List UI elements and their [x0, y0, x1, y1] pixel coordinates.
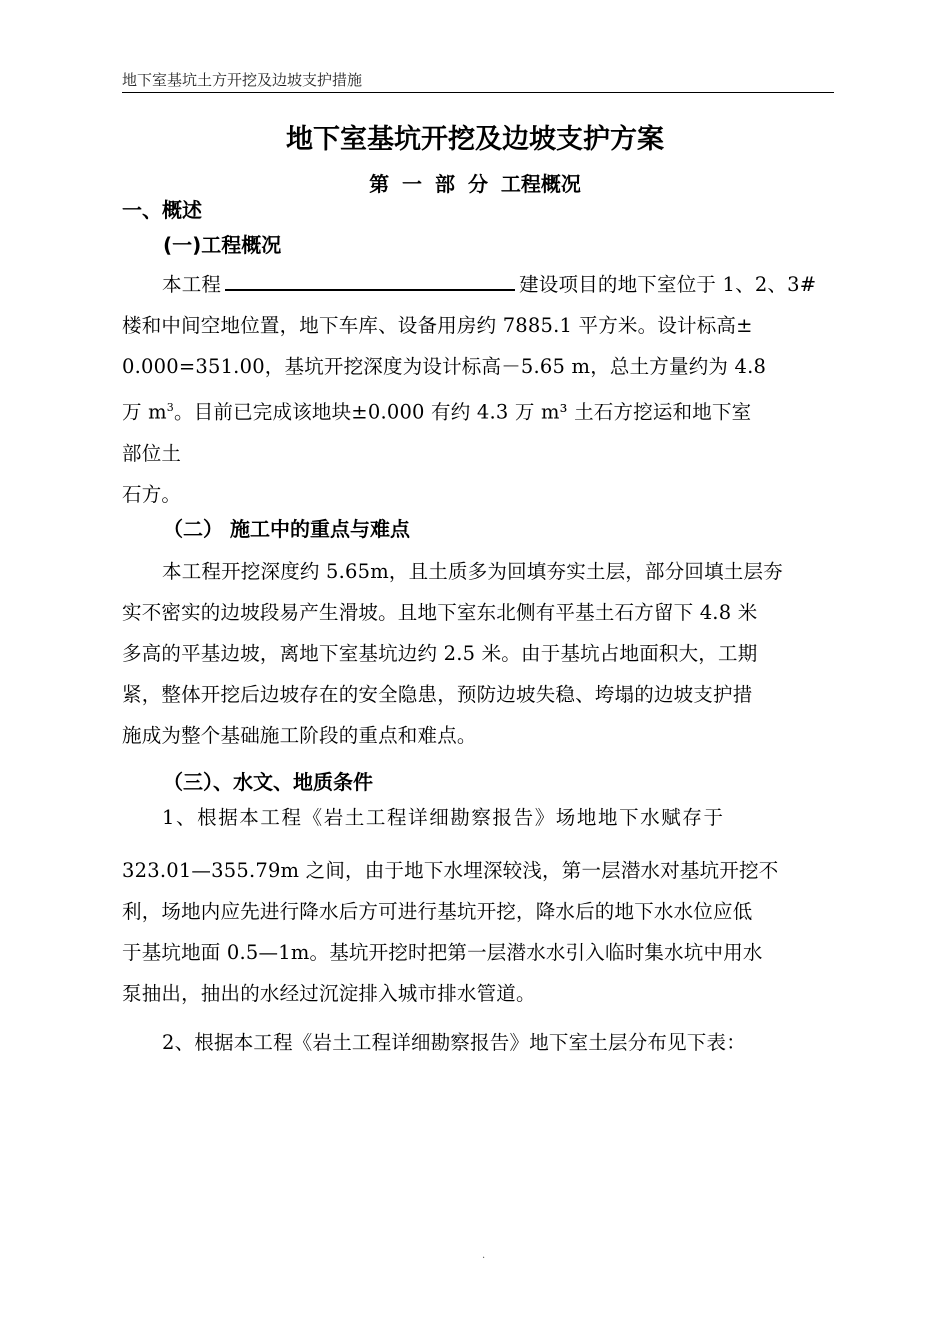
- running-header: 地下室基坑土方开挖及边坡支护措施: [122, 70, 834, 93]
- text-line: 泵抽出，抽出的水经过沉淀排入城市排水管道。: [122, 982, 536, 1005]
- text-fragment: 万 m: [122, 400, 167, 424]
- paragraph-soil-layers: [122, 1022, 838, 1063]
- document-title: 地下室基坑开挖及边坡支护方案: [286, 124, 664, 155]
- paragraph-groundwater: [122, 850, 838, 1014]
- text-line: 323.01—355.79m 之间，由于地下水埋深较浅，第一层潜水对基坑开挖不: [122, 859, 779, 882]
- subsection-heading-key-difficulties: （二） 施工中的重点与难点: [163, 517, 410, 541]
- paragraph-key-difficulties: [122, 551, 838, 756]
- part-title: 第 一 部 分 工程概况: [369, 172, 581, 196]
- text-line: 1、根据本工程《岩土工程详细勘察报告》场地地下水赋存于: [162, 806, 725, 829]
- text-line: 部位土: [122, 441, 182, 465]
- project-name-blank: [225, 271, 515, 291]
- text-line: [122, 264, 838, 305]
- superscript: 3: [166, 401, 174, 414]
- text-line: 2、根据本工程《岩土工程详细勘察报告》地下室土层分布见下表：: [162, 1031, 746, 1054]
- text-line: 0.000=351.00，基坑开挖深度为设计标高－5.65 m，总土方量约为 4.8: [122, 355, 767, 378]
- text-fragment: 建设项目的地下室位于 1、2、3#: [519, 273, 817, 296]
- page-footer-mark: .: [482, 1250, 486, 1261]
- text-line: 施成为整个基础施工阶段的重点和难点。: [122, 724, 477, 747]
- paragraph-groundwater-first-line: [122, 797, 838, 838]
- text-line: 于基坑地面 0.5—1m。基坑开挖时把第一层潜水水引入临时集水坑中用水: [122, 941, 763, 964]
- text-line: 利，场地内应先进行降水后方可进行基坑开挖，降水后的地下水水位应低: [122, 900, 753, 923]
- text-line: 本工程开挖深度约 5.65m，且土质多为回填夯实土层，部分回填土层夯: [162, 560, 783, 583]
- text-line: 多高的平基边坡，离地下室基坑边约 2.5 米。由于基坑占地面积大，工期: [122, 642, 758, 665]
- text-line: 石方。: [122, 482, 182, 506]
- subsection-heading-project-overview: (一)工程概况: [163, 233, 282, 257]
- text-line: 紧，整体开挖后边坡存在的安全隐患，预防边坡失稳、垮塌的边坡支护措: [122, 683, 753, 706]
- text-line: [122, 387, 838, 433]
- section-heading-overview: 一、概述: [122, 198, 202, 222]
- text-fragment: 。目前已完成该地块±0.000 有约 4.3 万 m³ 土石方挖运和地下室: [174, 400, 752, 424]
- subsection-heading-hydrogeology: （三）、水文、地质条件: [163, 770, 373, 794]
- paragraph-project-overview: [122, 264, 838, 515]
- text-line: 楼和中间空地位置，地下车库、设备用房约 7885.1 平方米。设计标高±: [122, 314, 753, 337]
- text-line: 实不密实的边坡段易产生滑坡。且地下室东北侧有平基土石方留下 4.8 米: [122, 601, 758, 624]
- text-fragment: 本工程: [162, 273, 222, 296]
